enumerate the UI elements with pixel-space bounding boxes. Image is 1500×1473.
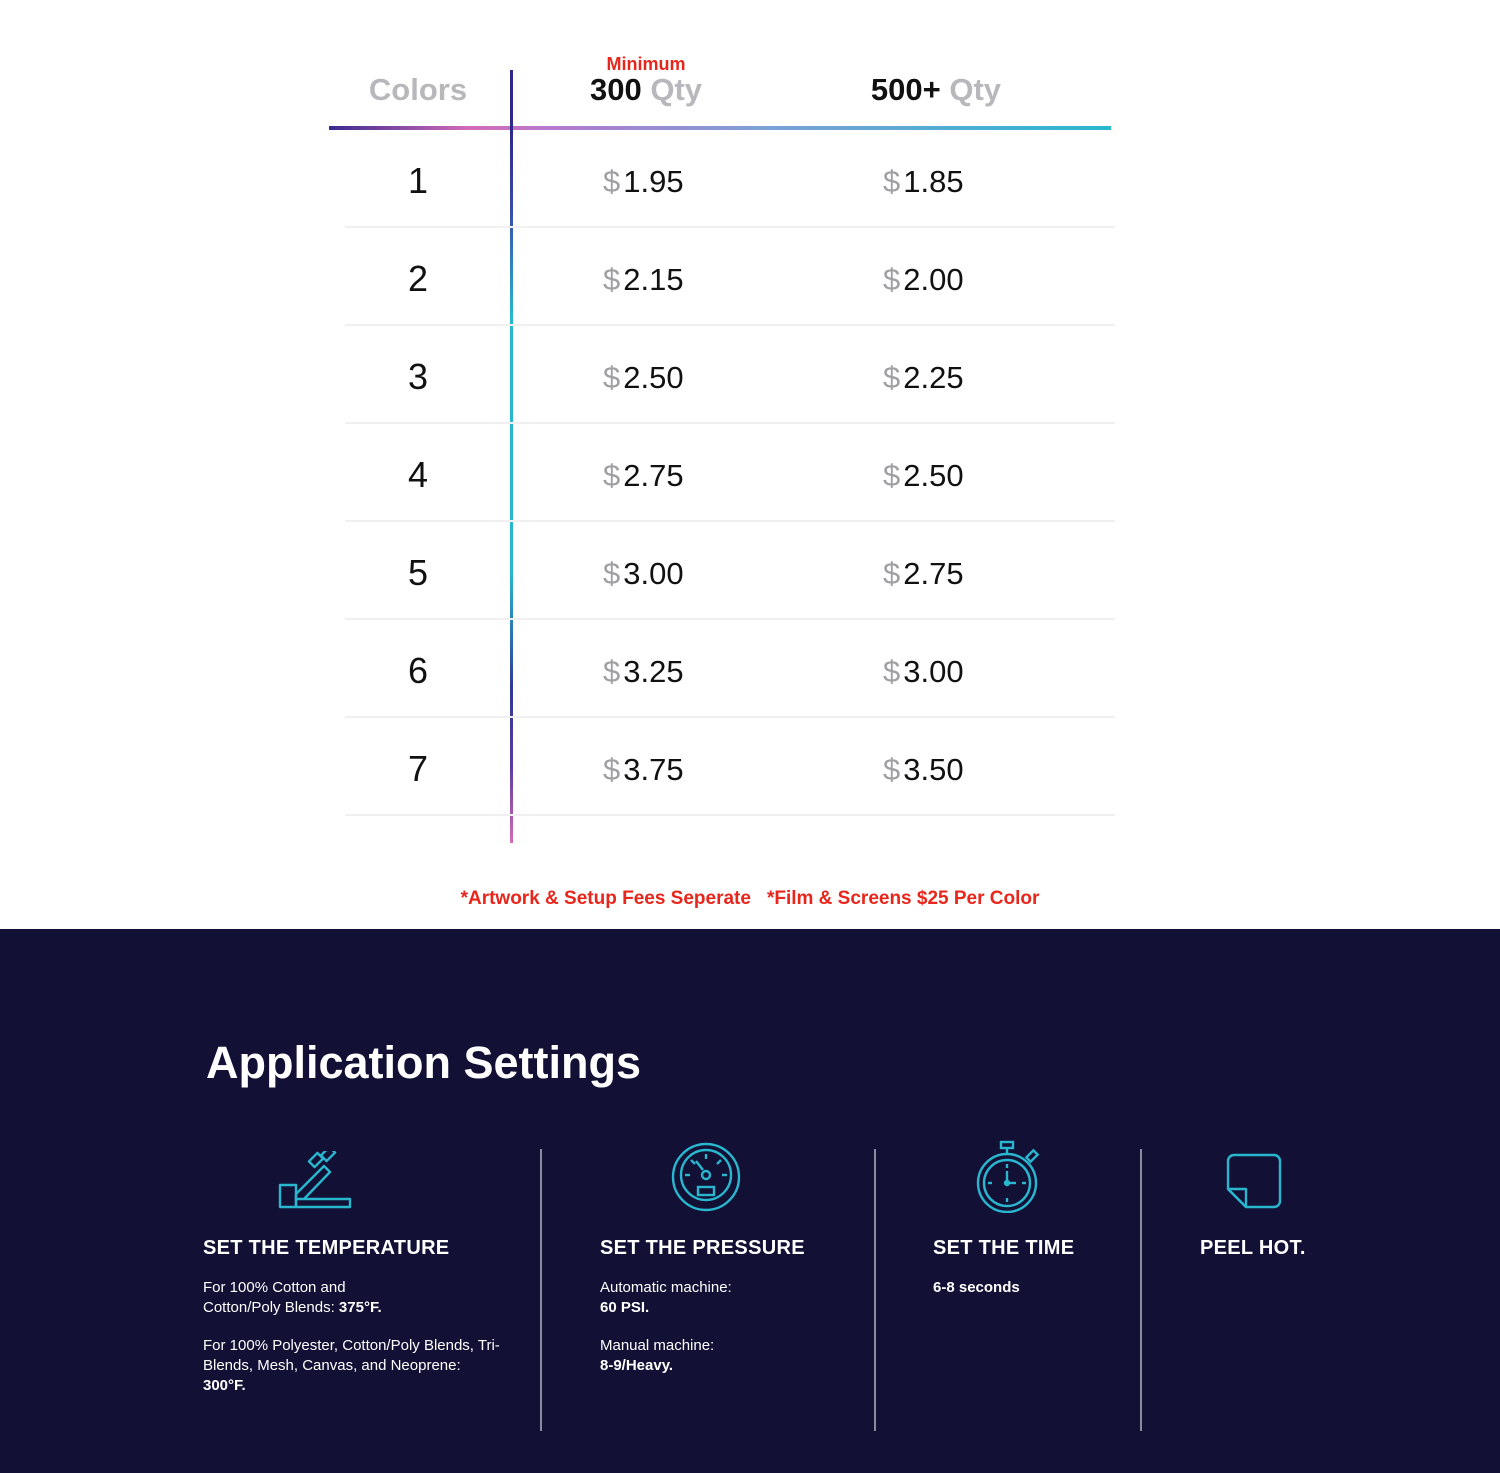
qty-300-column-header [548, 72, 744, 112]
dollar-sign: $ [603, 262, 621, 297]
automatic-machine-label: Automatic machine: [600, 1279, 732, 1296]
application-settings-section [0, 929, 1500, 1473]
cotton-blend-label: For 100% Cotton and Cotton/Poly Blends: [203, 1279, 346, 1316]
pressure-gauge-icon [670, 1141, 742, 1218]
dollar-sign: $ [603, 360, 621, 395]
dollar-sign: $ [883, 654, 901, 689]
cotton-temperature-value: 375°F. [338, 1299, 382, 1316]
colors-cell: 6 [407, 650, 429, 691]
qty-500-number: 500+ [870, 72, 941, 107]
price-value: 2.75 [623, 458, 684, 493]
dollar-sign: $ [603, 654, 621, 689]
colors-cell: 1 [407, 160, 429, 201]
table-row [345, 620, 1115, 718]
price-500-cell [883, 752, 964, 788]
manual-machine-label: Manual machine: [600, 1337, 715, 1354]
price-value: 2.15 [623, 262, 684, 297]
pressure-title: SET THE PRESSURE [600, 1237, 805, 1259]
price-300-cell [603, 654, 684, 690]
price-value: 3.25 [623, 654, 684, 689]
dollar-sign: $ [603, 458, 621, 493]
price-value: 1.85 [903, 164, 964, 199]
price-300-cell [603, 262, 684, 298]
pressure-automatic-text [600, 1278, 820, 1318]
time-text [933, 1278, 1113, 1298]
dollar-sign: $ [883, 458, 901, 493]
polyester-blend-label: For 100% Polyester, Cotton/Poly Blends, Tri-Blends, Mesh, Canvas, and Neoprene: [203, 1337, 500, 1374]
qty-500-label: Qty [949, 72, 1002, 107]
minimum-label: Minimum [606, 54, 686, 74]
qty-300-number: 300 [589, 72, 642, 107]
colors-cell: 7 [407, 748, 429, 789]
price-value: 2.25 [903, 360, 964, 395]
manual-pressure-value: 8-9/Heavy. [600, 1357, 674, 1374]
dollar-sign: $ [603, 752, 621, 787]
price-value: 2.00 [903, 262, 964, 297]
colors-column-header: Colors [368, 72, 468, 107]
artwork-fee-note: *Artwork & Setup Fees Seperate [460, 888, 751, 909]
qty-300-label: Qty [650, 72, 703, 107]
column-divider [874, 1149, 876, 1431]
price-500-cell [883, 360, 964, 396]
price-value: 2.75 [903, 556, 964, 591]
price-value: 3.00 [623, 556, 684, 591]
price-value: 2.50 [903, 458, 964, 493]
table-row [345, 228, 1115, 326]
column-divider [540, 1149, 542, 1431]
price-value: 3.75 [623, 752, 684, 787]
peel-title: PEEL HOT. [1200, 1237, 1306, 1259]
colors-cell: 2 [407, 258, 429, 299]
price-value: 3.50 [903, 752, 964, 787]
dollar-sign: $ [883, 262, 901, 297]
dollar-sign: $ [883, 164, 901, 199]
price-300-cell [603, 752, 684, 788]
price-500-cell [883, 458, 964, 494]
pressure-manual-text [600, 1336, 820, 1376]
price-value: 1.95 [623, 164, 684, 199]
section-title: Application Settings [206, 1037, 642, 1088]
colors-cell: 4 [407, 454, 429, 495]
column-divider [1140, 1149, 1142, 1431]
price-300-cell [603, 164, 684, 200]
price-300-cell [603, 556, 684, 592]
dollar-sign: $ [883, 360, 901, 395]
temperature-title: SET THE TEMPERATURE [203, 1237, 450, 1259]
price-500-cell [883, 262, 964, 298]
table-row [345, 130, 1115, 228]
fee-footnotes [0, 888, 1500, 910]
temperature-polyester-text [203, 1336, 503, 1396]
colors-cell: 3 [407, 356, 429, 397]
price-300-cell [603, 360, 684, 396]
price-500-cell [883, 654, 964, 690]
peel-corner-icon [1226, 1153, 1282, 1214]
price-value: 3.00 [903, 654, 964, 689]
heat-press-icon [276, 1151, 354, 1216]
table-row [345, 326, 1115, 424]
stopwatch-icon [974, 1139, 1044, 1218]
dollar-sign: $ [603, 164, 621, 199]
table-row [345, 718, 1115, 816]
automatic-pressure-value: 60 PSI. [600, 1299, 650, 1316]
price-value: 2.50 [623, 360, 684, 395]
price-300-cell [603, 458, 684, 494]
table-row [345, 424, 1115, 522]
price-500-cell [883, 556, 964, 592]
colors-cell: 5 [407, 552, 429, 593]
dollar-sign: $ [603, 556, 621, 591]
time-title: SET THE TIME [933, 1237, 1075, 1259]
qty-500-column-header [836, 72, 1036, 112]
dollar-sign: $ [883, 752, 901, 787]
film-fee-note: *Film & Screens $25 Per Color [766, 888, 1040, 909]
time-value: 6-8 seconds [933, 1279, 1020, 1296]
polyester-temperature-value: 300°F. [203, 1377, 246, 1394]
price-500-cell [883, 164, 964, 200]
table-row [345, 522, 1115, 620]
dollar-sign: $ [883, 556, 901, 591]
temperature-cotton-text [203, 1278, 403, 1318]
